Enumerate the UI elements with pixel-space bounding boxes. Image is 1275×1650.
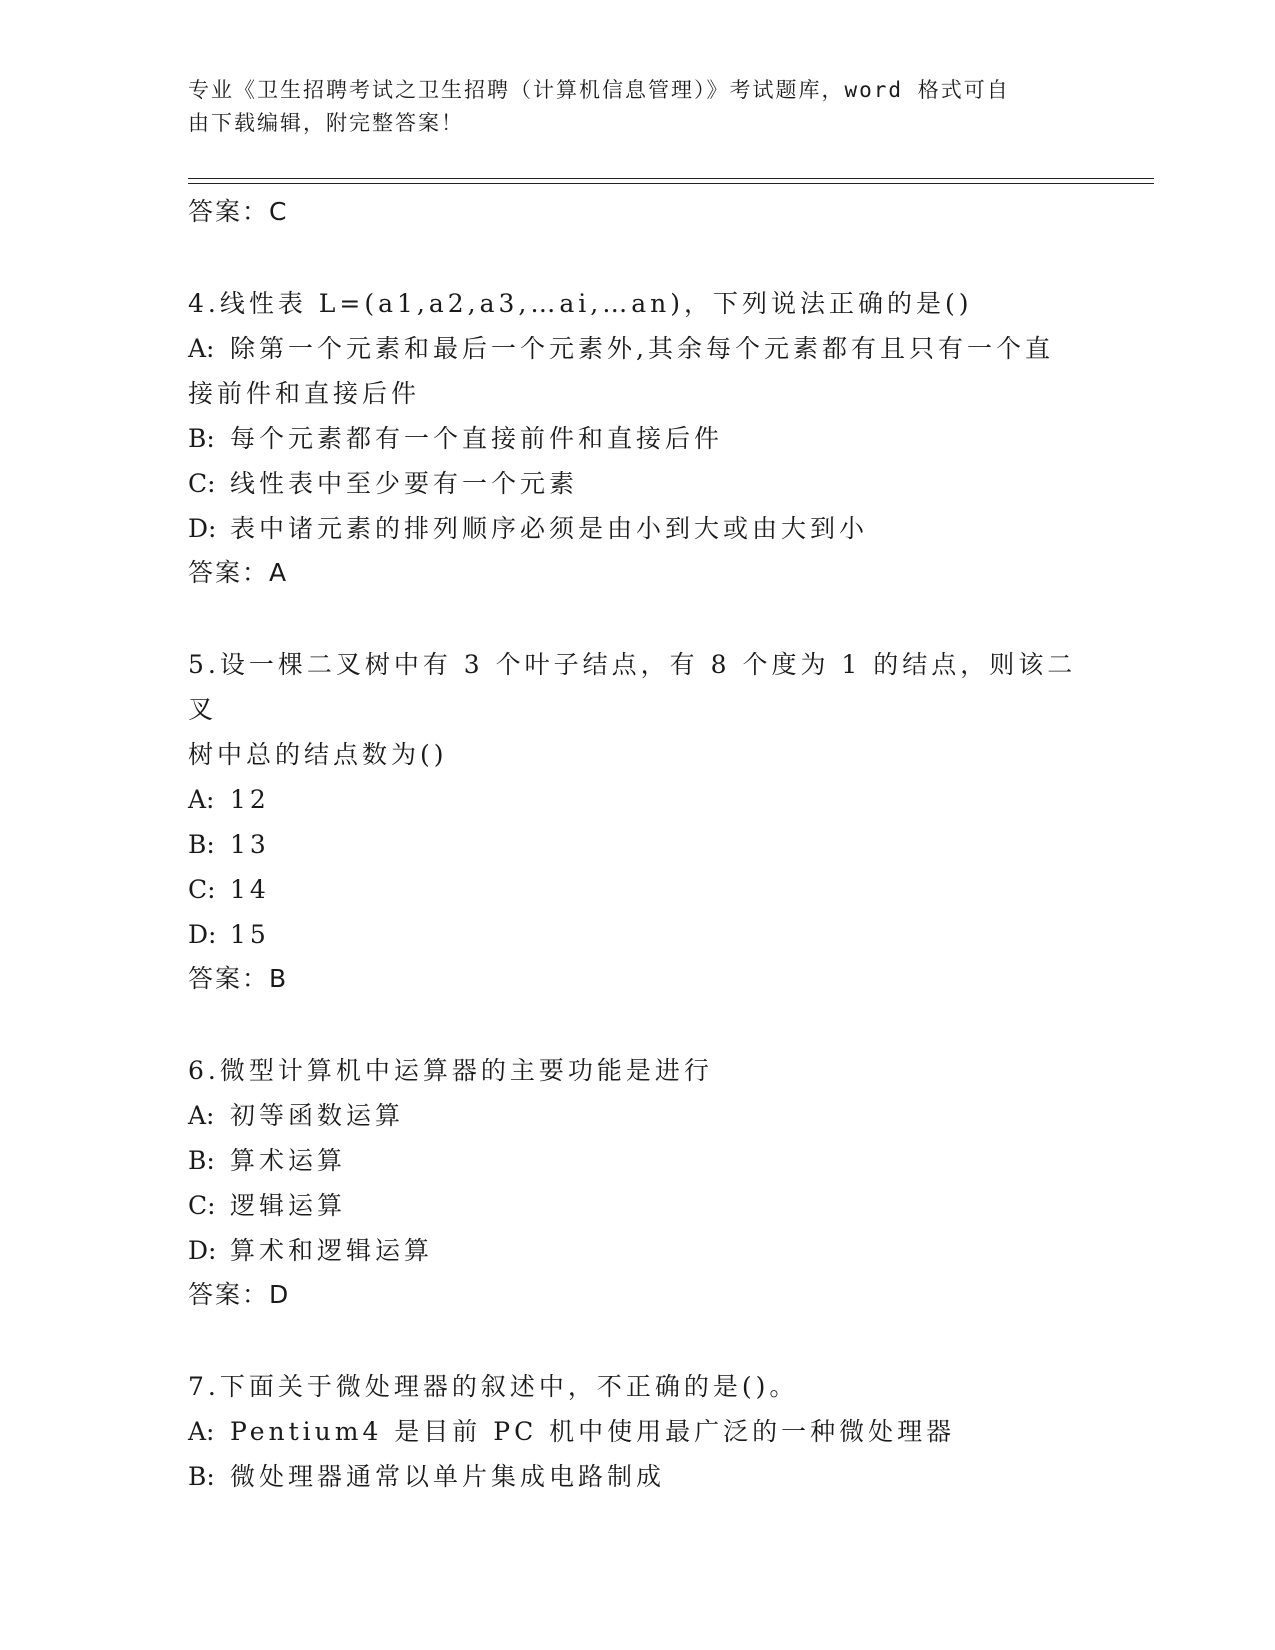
- answer-option: [188, 416, 1088, 461]
- answer-option: [188, 1183, 1088, 1228]
- header-line: 专业《卫生招聘考试之卫生招聘（计算机信息管理）》考试题库，word 格式可自: [188, 78, 1010, 102]
- option-text: 除第一个元素和最后一个元素外,其余每个元素都有且只有一个直: [230, 334, 1054, 363]
- answer-option: [188, 1409, 1088, 1454]
- option-label: B:: [188, 1146, 215, 1175]
- header-line: 由下载编辑，附完整答案！: [188, 111, 464, 135]
- option-text: Pentium4 是目前 PC 机中使用最广泛的一种微处理器: [230, 1417, 956, 1446]
- option-text: 13: [230, 830, 270, 859]
- option-text: 算术和逻辑运算: [230, 1236, 434, 1265]
- question-block: [188, 642, 1088, 1001]
- option-text: 线性表中至少要有一个元素: [230, 469, 579, 498]
- option-text: 微处理器通常以单片集成电路制成: [230, 1462, 666, 1491]
- answer-option: [188, 506, 1088, 551]
- answer-option: [188, 822, 1088, 867]
- answer-option: [188, 326, 1088, 371]
- option-label: A:: [188, 1101, 215, 1130]
- option-label: C:: [188, 469, 216, 498]
- question-block: [188, 1048, 1088, 1317]
- option-label: D:: [188, 514, 217, 543]
- question-list: [188, 190, 1088, 1499]
- option-text: 接前件和直接后件: [188, 379, 421, 408]
- option-text: 15: [230, 920, 270, 949]
- question-stem: 树中总的结点数为(): [188, 740, 448, 769]
- question-stem: 5.设一棵二叉树中有 3 个叶子结点，有 8 个度为 1 的结点，则该二叉: [188, 650, 1077, 724]
- question-stem: 6.微型计算机中运算器的主要功能是进行: [188, 1056, 713, 1085]
- answer-option: [188, 1093, 1088, 1138]
- answer-option: [188, 777, 1088, 822]
- option-text: 14: [230, 875, 270, 904]
- answer-option: [188, 1138, 1088, 1183]
- option-label: B:: [188, 424, 215, 453]
- option-label: D:: [188, 1236, 217, 1265]
- answer-option: [188, 912, 1088, 957]
- question-stem: 4.线性表 L=(a1,a2,a3,…ai,…an)，下列说法正确的是(): [188, 289, 973, 318]
- option-text: 初等函数运算: [230, 1101, 405, 1130]
- option-label: D:: [188, 920, 217, 949]
- option-label: A:: [188, 785, 215, 814]
- option-text: 12: [230, 785, 270, 814]
- question-stem: 7.下面关于微处理器的叙述中，不正确的是()。: [188, 1372, 799, 1401]
- option-label: A:: [188, 1417, 215, 1446]
- answer-option: [188, 461, 1088, 506]
- option-label: C:: [188, 875, 216, 904]
- option-label: B:: [188, 830, 215, 859]
- option-text: 逻辑运算: [230, 1191, 347, 1220]
- document-header: [188, 74, 1068, 140]
- answer-line: 答案：D: [188, 1280, 291, 1309]
- option-label: B:: [188, 1462, 215, 1491]
- option-label: C:: [188, 1191, 216, 1220]
- answer-option: [188, 1454, 1088, 1499]
- question-block: [188, 1364, 1088, 1499]
- question-block: [188, 281, 1088, 595]
- option-text: 表中诸元素的排列顺序必须是由小到大或由大到小: [230, 514, 869, 543]
- option-text: 每个元素都有一个直接前件和直接后件: [230, 424, 724, 453]
- header-divider: [188, 178, 1154, 179]
- answer-option: [188, 1228, 1088, 1273]
- answer-line: 答案：C: [188, 197, 289, 226]
- option-text: 算术运算: [230, 1146, 347, 1175]
- header-divider: [188, 183, 1154, 184]
- answer-option: [188, 867, 1088, 912]
- answer-line: 答案：A: [188, 558, 289, 587]
- answer-line: 答案：B: [188, 964, 289, 993]
- answer-option: [188, 371, 1088, 416]
- option-label: A:: [188, 334, 215, 363]
